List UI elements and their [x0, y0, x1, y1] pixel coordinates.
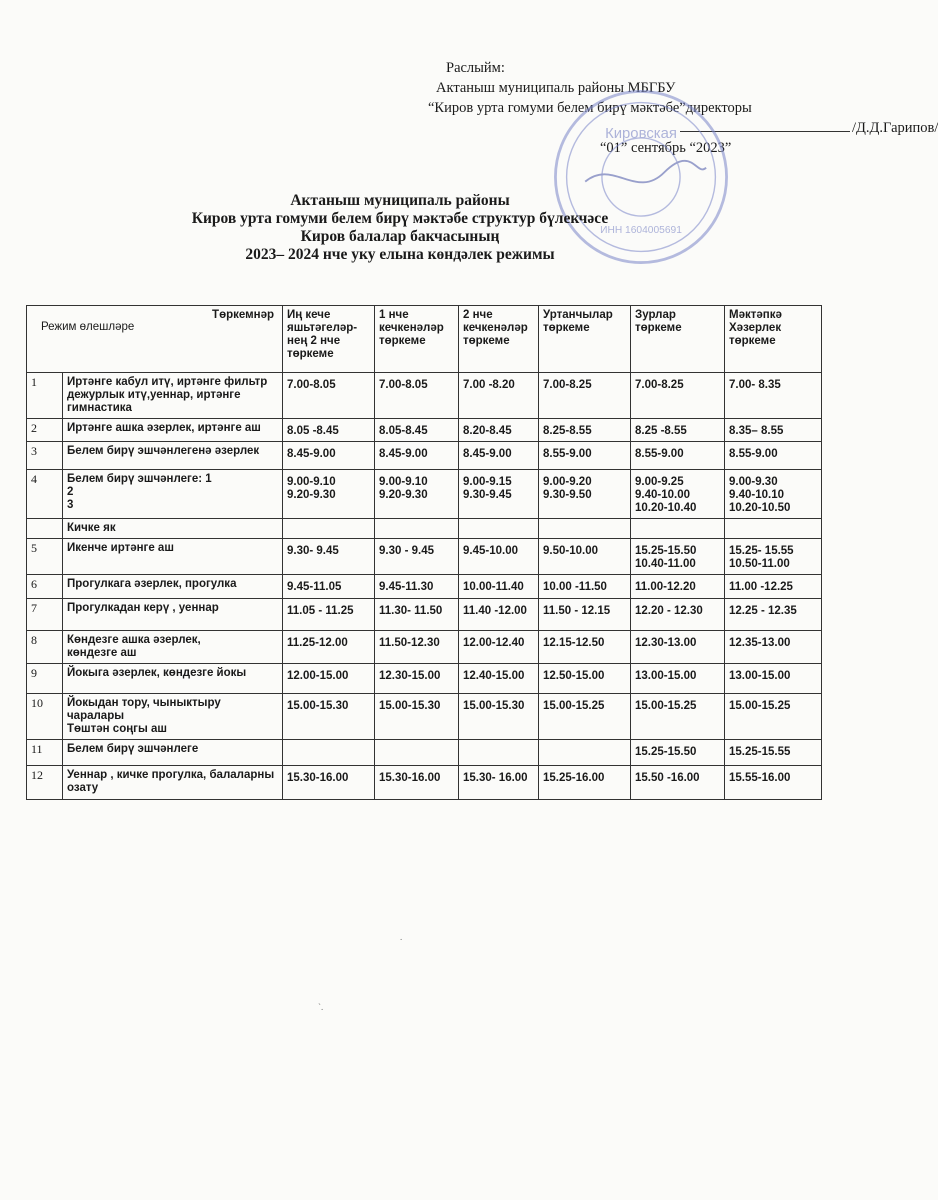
row-time: 12.50-15.00 [539, 664, 631, 694]
row-time: 13.00-15.00 [725, 664, 822, 694]
row-number: 11 [27, 740, 63, 766]
row-time: 8.05 -8.45 [283, 419, 375, 442]
row-time: 15.25-16.00 [539, 766, 631, 800]
header-diagonal-cell [27, 306, 283, 373]
table-row [27, 419, 822, 442]
row-number: 5 [27, 539, 63, 575]
row-time [459, 519, 539, 539]
row-time [459, 740, 539, 766]
row-time: 12.30-13.00 [631, 631, 725, 664]
table-row [27, 631, 822, 664]
row-number: 10 [27, 694, 63, 740]
row-time: 15.00-15.30 [459, 694, 539, 740]
row-activity: Белем бирү эшчәнлегенә әзерлек [63, 442, 283, 470]
row-time: 9.45-11.30 [375, 575, 459, 599]
row-activity: Йокыга әзерлек, көндезге йокы [63, 664, 283, 694]
row-time: 11.30- 11.50 [375, 599, 459, 631]
header-col: Уртанчылар төркеме [539, 306, 631, 373]
row-time: 12.15-12.50 [539, 631, 631, 664]
row-time: 9.00-9.15 9.30-9.45 [459, 470, 539, 519]
row-activity: Көндезге ашка әзерлек, көндезге аш [63, 631, 283, 664]
row-time: 15.30- 16.00 [459, 766, 539, 800]
row-time: 9.45-10.00 [459, 539, 539, 575]
header-col: Иң кече яшьтәгеләр-нең 2 нче төркеме [283, 306, 375, 373]
row-time: 9.30 - 9.45 [375, 539, 459, 575]
row-time: 11.25-12.00 [283, 631, 375, 664]
row-time: 9.00-9.10 9.20-9.30 [375, 470, 459, 519]
row-time: 15.30-16.00 [375, 766, 459, 800]
row-time: 12.30-15.00 [375, 664, 459, 694]
row-activity: Кичке як [63, 519, 283, 539]
row-time [631, 519, 725, 539]
row-number [27, 519, 63, 539]
row-time: 15.30-16.00 [283, 766, 375, 800]
table-row [27, 373, 822, 419]
row-time: 12.35-13.00 [725, 631, 822, 664]
row-time: 12.20 - 12.30 [631, 599, 725, 631]
scan-dot: `. [318, 1002, 324, 1012]
row-time: 8.25 -8.55 [631, 419, 725, 442]
header-groups-label: Төркемнәр [212, 309, 274, 321]
row-number: 6 [27, 575, 63, 599]
table-row [27, 740, 822, 766]
table-row [27, 694, 822, 740]
row-time: 15.00-15.30 [375, 694, 459, 740]
row-time: 10.00-11.40 [459, 575, 539, 599]
row-time: 11.00 -12.25 [725, 575, 822, 599]
row-time: 9.45-11.05 [283, 575, 375, 599]
row-time: 7.00-8.25 [539, 373, 631, 419]
row-time: 11.40 -12.00 [459, 599, 539, 631]
row-time: 9.00-9.20 9.30-9.50 [539, 470, 631, 519]
daily-regime-table [26, 305, 822, 800]
row-activity: Иртәнге ашка әзерлек, иртәнге аш [63, 419, 283, 442]
row-time: 7.00 -8.20 [459, 373, 539, 419]
table-row [27, 470, 822, 519]
row-time: 8.55-9.00 [631, 442, 725, 470]
row-time: 7.00-8.25 [631, 373, 725, 419]
row-time: 12.40-15.00 [459, 664, 539, 694]
row-time: 8.55-9.00 [725, 442, 822, 470]
row-time: 7.00- 8.35 [725, 373, 822, 419]
header-col: 1 нче кечкенәләр төркеме [375, 306, 459, 373]
title-line-2: Киров урта гомуми белем бирү мәктәбе структур бүлекчәсе [191, 210, 609, 227]
row-time: 15.50 -16.00 [631, 766, 725, 800]
row-time: 11.05 - 11.25 [283, 599, 375, 631]
approval-school-line: “Киров урта гомуми белем бирү мәктәбе”директоры [428, 100, 752, 116]
row-time: 15.00-15.25 [725, 694, 822, 740]
row-time: 15.25-15.50 [631, 740, 725, 766]
row-number: 4 [27, 470, 63, 519]
row-time: 8.20-8.45 [459, 419, 539, 442]
row-time [375, 519, 459, 539]
row-number: 1 [27, 373, 63, 419]
approval-director-name: /Д.Д.Гарипов/ [852, 120, 938, 136]
row-number: 9 [27, 664, 63, 694]
row-number: 7 [27, 599, 63, 631]
row-time: 15.55-16.00 [725, 766, 822, 800]
row-time: 9.00-9.10 9.20-9.30 [283, 470, 375, 519]
row-time [283, 519, 375, 539]
table-row [27, 766, 822, 800]
row-activity: Белем бирү эшчәнлеге: 1 2 3 [63, 470, 283, 519]
title-line-4: 2023– 2024 нче уку елына көндәлек режимы [245, 246, 555, 263]
scan-dot: . [400, 932, 403, 942]
header-moments-label: Режим өлешләре [41, 321, 135, 333]
row-time [725, 519, 822, 539]
table-row [27, 539, 822, 575]
row-time: 8.45-9.00 [283, 442, 375, 470]
row-time: 8.45-9.00 [375, 442, 459, 470]
table-row [27, 519, 822, 539]
row-time: 9.30- 9.45 [283, 539, 375, 575]
row-time [283, 740, 375, 766]
row-time: 15.00-15.30 [283, 694, 375, 740]
row-time: 11.00-12.20 [631, 575, 725, 599]
table-row [27, 575, 822, 599]
row-time: 15.00-15.25 [539, 694, 631, 740]
row-time [375, 740, 459, 766]
row-activity: Прогулкага әзерлек, прогулка [63, 575, 283, 599]
seal-text-top: Кировская [605, 125, 677, 142]
approval-date: “01” сентябрь “2023” [600, 140, 732, 156]
row-number: 3 [27, 442, 63, 470]
row-time: 8.45-9.00 [459, 442, 539, 470]
row-time: 11.50-12.30 [375, 631, 459, 664]
row-time: 12.25 - 12.35 [725, 599, 822, 631]
row-activity: Белем бирү эшчәнлеге [63, 740, 283, 766]
header-col: Зурлар төркеме [631, 306, 725, 373]
row-time: 15.25-15.50 10.40-11.00 [631, 539, 725, 575]
row-number: 2 [27, 419, 63, 442]
row-time: 15.25-15.55 [725, 740, 822, 766]
table-header-row [27, 306, 822, 373]
approval-org-line: Актаныш муниципаль районы МБГБУ [436, 80, 676, 96]
header-col: Мәктәпкә Хәзерлек төркеме [725, 306, 822, 373]
row-time: 10.00 -11.50 [539, 575, 631, 599]
row-time: 9.00-9.25 9.40-10.00 10.20-10.40 [631, 470, 725, 519]
row-activity: Иртәнге кабул итү, иртәнге фильтр дежурлык итү,уеннар, иртәнге гимнастика [63, 373, 283, 419]
table-row [27, 664, 822, 694]
row-number: 8 [27, 631, 63, 664]
row-time: 7.00-8.05 [375, 373, 459, 419]
row-time: 9.50-10.00 [539, 539, 631, 575]
table-row [27, 442, 822, 470]
approval-label: Раслыйм: [446, 60, 505, 76]
row-time: 8.35– 8.55 [725, 419, 822, 442]
header-col: 2 нче кечкенәләр төркеме [459, 306, 539, 373]
row-time: 8.25-8.55 [539, 419, 631, 442]
row-time: 8.05-8.45 [375, 419, 459, 442]
row-time: 8.55-9.00 [539, 442, 631, 470]
table-row [27, 599, 822, 631]
row-activity: Уеннар , кичке прогулка, балаларны озату [63, 766, 283, 800]
row-number: 12 [27, 766, 63, 800]
row-time: 11.50 - 12.15 [539, 599, 631, 631]
row-time: 15.00-15.25 [631, 694, 725, 740]
title-line-3: Киров балалар бакчасының [300, 228, 500, 245]
row-time: 9.00-9.30 9.40-10.10 10.20-10.50 [725, 470, 822, 519]
row-activity: Прогулкадан керү , уеннар [63, 599, 283, 631]
row-time [539, 519, 631, 539]
row-time [539, 740, 631, 766]
row-time: 12.00-12.40 [459, 631, 539, 664]
row-time: 7.00-8.05 [283, 373, 375, 419]
row-time: 12.00-15.00 [283, 664, 375, 694]
document-title [120, 192, 680, 264]
row-activity: Икенче иртәнге аш [63, 539, 283, 575]
row-activity: Йокыдан тору, чыныктыру чаралары Төштән соңгы аш [63, 694, 283, 740]
title-line-1: Актаныш муниципаль районы [290, 192, 510, 209]
seal-text-inn: ИНН 1604005691 [600, 224, 682, 236]
row-time: 13.00-15.00 [631, 664, 725, 694]
row-time: 15.25- 15.55 10.50-11.00 [725, 539, 822, 575]
